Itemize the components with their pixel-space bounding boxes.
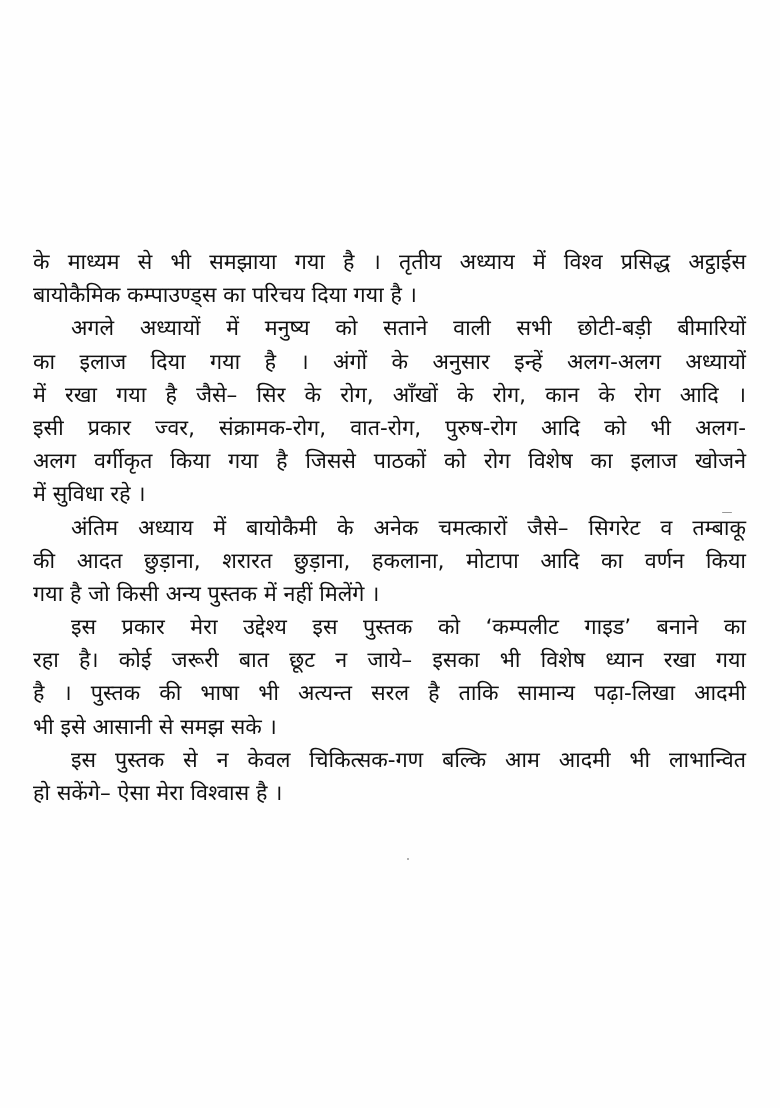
text-line: हो सकेंगे– ऐसा मेरा विश्वास है । bbox=[33, 781, 283, 806]
paragraph-start-line: इस पुस्तक से न केवल चिकित्सक-गण बल्कि आम आदमी भी लाभान्वित bbox=[71, 747, 746, 773]
paragraph-start-line: इस प्रकार मेरा उद्देश्य इस पुस्तक को ‘कम्पलीट गाइड’ बनाने का bbox=[71, 615, 746, 641]
text-line: बायोकैमिक कम्पाउण्ड्स का परिचय दिया गया है । bbox=[33, 283, 417, 309]
text-line: इसी प्रकार ज्वर, संक्रामक-रोग, वात-रोग, पुरुष-रोग आदि को भी अलग- bbox=[33, 415, 746, 441]
text-line: है । पुस्तक की भाषा भी अत्यन्त सरल है ताकि सामान्य पढ़ा-लिखा आदमी bbox=[33, 681, 746, 707]
scan-speck bbox=[722, 512, 732, 513]
text-line: में सुविधा रहे । bbox=[33, 482, 146, 508]
text-line: में रखा गया है जैसे– सिर के रोग, आँखों के रोग, कान के रोग आदि । bbox=[33, 382, 746, 408]
paragraph-start-line: अंतिम अध्याय में बायोकैमी के अनेक चमत्कारों जैसे– सिगरेट व तम्बाकू bbox=[71, 515, 746, 541]
text-line: का इलाज दिया गया है । अंगों के अनुसार इन्हें अलग-अलग अध्यायों bbox=[33, 349, 746, 375]
scan-speck bbox=[407, 858, 409, 860]
text-line: अलग वर्गीकृत किया गया है जिससे पाठकों को रोग विशेष का इलाज खोजने bbox=[33, 449, 746, 475]
body-text bbox=[33, 246, 746, 810]
text-line: रहा है। कोई जरूरी बात छूट न जाये– इसका भी विशेष ध्यान रखा गया bbox=[33, 648, 746, 674]
text-line: भी इसे आसानी से समझ सके । bbox=[33, 714, 277, 740]
paragraph-start-line: अगले अध्यायों में मनुष्य को सताने वाली सभी छोटी-बड़ी बीमारियों bbox=[71, 316, 746, 342]
text-line: के माध्यम से भी समझाया गया है । तृतीय अध्याय में विश्व प्रसिद्ध अट्ठाईस bbox=[33, 250, 746, 275]
text-line: की आदत छुड़ाना, शरारत छुड़ाना, हकलाना, मोटापा आदि का वर्णन किया bbox=[33, 548, 746, 574]
text-line: गया है जो किसी अन्य पुस्तक में नहीं मिलेंगे । bbox=[33, 581, 380, 607]
